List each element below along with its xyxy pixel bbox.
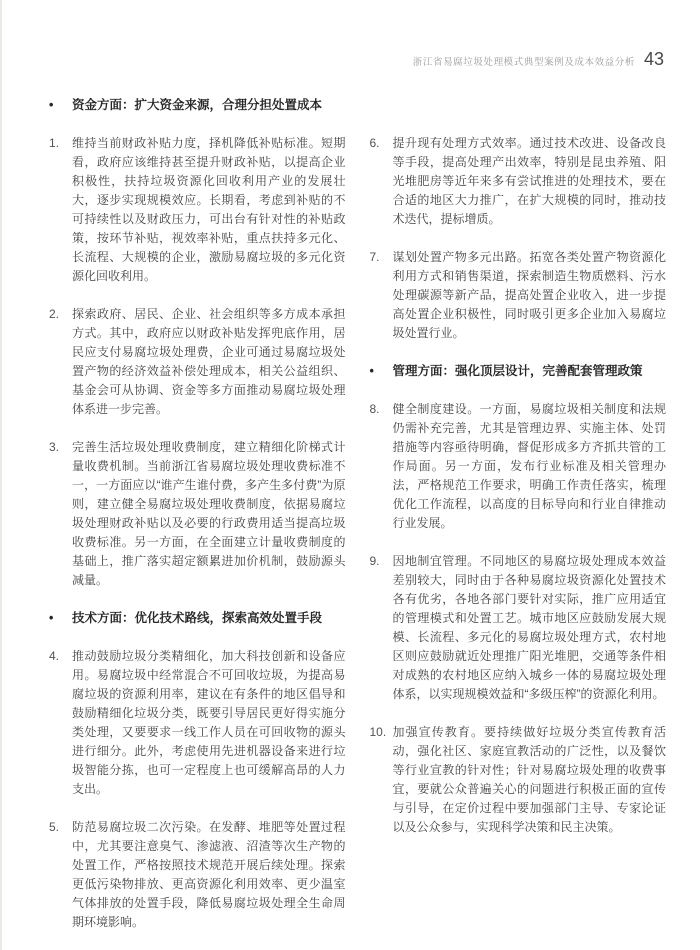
item-text: 探索政府、居民、企业、社会组织等多方成本承担方式。其中，政府应以财政补贴发挥兜底作用，居民应支付易腐垃圾处理费，企业可通过易腐垃圾处置产物的经济效益补偿处理成本，相关公益组织、基金会可从协调、资金等多方面推动易腐垃圾处理体系进一步完善。 <box>72 307 346 416</box>
section-heading-text: 管理方面：强化顶层设计，完善配套管理政策 <box>392 364 643 378</box>
item-number: 2. <box>49 307 60 321</box>
numbered-item <box>370 723 667 837</box>
item-number: 5. <box>49 820 60 834</box>
item-text: 推动鼓励垃圾分类精细化，加大科技创新和设备应用。易腐垃圾中经常混合不可回收垃圾，为提高易腐垃圾的资源利用率，建议在有条件的地区倡导和鼓励精细化垃圾分类，既要引导居民更好得实施分类处理，又要要求一线工作人员在可回收物的源头进行细分。此外，考虑使用先进机器设备来进行垃圾智能分拣，也可一定程度上也可缓解高昂的人力支出。 <box>72 649 346 796</box>
item-number: 4. <box>49 649 60 663</box>
item-number: 10. <box>369 725 387 739</box>
item-text: 完善生活垃圾处理收费制度，建立精细化阶梯式计量收费机制。当前浙江省易腐垃圾处理收费标准不一，一方面应以“谁产生谁付费，多产生多付费”为原则，建立健全易腐垃圾处理收费制度，依据易腐垃圾处理财政补贴以及必要的行政费用适当提高垃圾收费标准。另一方面，在全面建立计量收费制度的基础上，推广落实超定额累进加价机制，鼓励源头减量。 <box>72 440 346 587</box>
item-number: 6. <box>369 136 380 150</box>
numbered-item <box>49 818 346 932</box>
item-text: 防范易腐垃圾二次污染。在发酵、堆肥等处置过程中，尤其要注意臭气、渗滤液、沼渣等次生产物的处置工作，严格按照技术规范开展后续处理。探索更低污染物排放、更高资源化利用效率、更少温室气体排放的处置手段，降低易腐垃圾处理全生命周期环境影响。 <box>72 820 346 929</box>
section-heading <box>49 96 346 115</box>
item-text: 维持当前财政补贴力度，择机降低补贴标准。短期看，政府应该维持甚至提升财政补贴，以提高企业积极性，扶持垃圾资源化回收利用产业的发展壮大，逐步实现规模效应。长期看，考虑到补贴的不可持续性以及财政压力，可出台有针对性的补贴政策，按环节补贴，视效率补贴，重点扶持多元化、长流程、大规模的企业，激励易腐垃圾的多元化资源化回收利用。 <box>72 136 346 283</box>
section-heading <box>49 609 346 628</box>
running-header-title: 浙江省易腐垃圾处理模式典型案例及成本效益分析 <box>412 57 635 68</box>
bullet-icon: • <box>49 98 54 112</box>
bullet-icon: • <box>49 611 54 625</box>
numbered-item <box>49 438 346 590</box>
column-left <box>49 96 346 950</box>
numbered-item <box>49 134 346 286</box>
section-heading-text: 技术方面：优化技术路线，探索高效处置手段 <box>72 611 323 625</box>
item-text: 因地制宜管理。不同地区的易腐垃圾处理成本效益差别较大，同时由于各种易腐垃圾资源化处置技术各有优劣，各地各部门要针对实际，推广应用适宜的管理模式和处置工艺。城市地区应鼓励发展大规模、长流程、多元化的易腐垃圾处理方式，农村地区则应鼓励就近处理推广阳光堆肥，交通等条件相对成熟的农村地区应纳入城乡一体的易腐垃圾处理体系，以实现规模效益和“多级压榨”的资源化利用。 <box>392 554 666 701</box>
item-text: 谋划处置产物多元出路。拓宽各类处置产物资源化利用方式和销售渠道，探索制造生物质燃料、污水处理碳源等新产品，提高处置企业收入，进一步提高处置企业积极性，同时吸引更多企业加入易腐垃圾处置行业。 <box>392 250 666 340</box>
numbered-item <box>49 647 346 799</box>
item-number: 7. <box>369 250 380 264</box>
bullet-icon: • <box>369 364 374 378</box>
running-header <box>413 49 664 70</box>
numbered-item <box>49 305 346 419</box>
item-number: 3. <box>49 440 60 454</box>
section-heading <box>370 362 667 381</box>
column-right <box>370 96 667 950</box>
content-columns <box>49 96 666 950</box>
item-number: 1. <box>49 136 60 150</box>
item-number: 9. <box>369 554 380 568</box>
section-heading-text: 资金方面：扩大资金来源，合理分担处置成本 <box>72 98 323 112</box>
item-number: 8. <box>369 402 380 416</box>
numbered-item <box>370 248 667 343</box>
item-text: 提升现有处理方式效率。通过技术改进、设备改良等手段，提高处理产出效率，特别是昆虫养殖、阳光堆肥房等近年来多有尝试推进的处理技术，要在合适的地区大力推广，在扩大规模的同时，推动技术迭代，提标增质。 <box>392 136 666 226</box>
numbered-item <box>370 134 667 229</box>
item-text: 加强宣传教育。要持续做好垃圾分类宣传教育活动，强化社区、家庭宣教活动的广泛性，以及餐饮等行业宣教的针对性；针对易腐垃圾处理的收费事宜，要就公众普遍关心的问题进行积极正面的宣传与引导，在定价过程中要加强部门主导、专家论证以及公众参与，实现科学决策和民主决策。 <box>392 725 666 834</box>
item-text: 健全制度建设。一方面，易腐垃圾相关制度和法规仍需补充完善，尤其是管理边界、实施主体、处罚措施等内容亟待明确，督促形成多方齐抓共管的工作局面。另一方面，发布行业标准及相关管理办法，严格规范工作要求，明确工作责任落实，梳理优化工作流程，以高度的目标导向和行业自律推动行业发展。 <box>392 402 666 530</box>
page-number: 43 <box>643 49 664 69</box>
numbered-item <box>370 400 667 533</box>
numbered-item <box>370 552 667 704</box>
